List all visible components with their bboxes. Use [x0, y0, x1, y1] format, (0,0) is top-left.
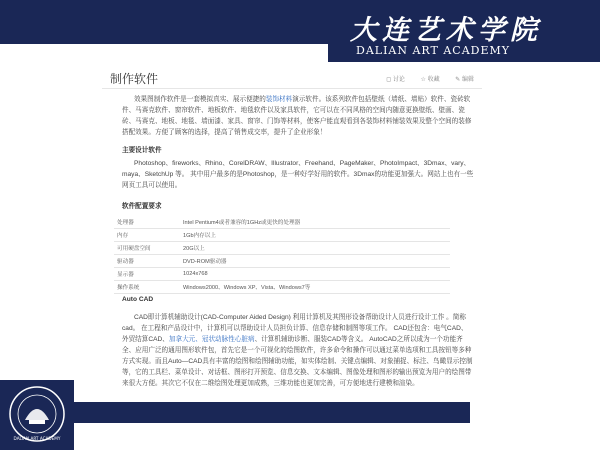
title-row [102, 68, 482, 89]
svg-text:DALIAN ART ACADEMY: DALIAN ART ACADEMY [13, 436, 61, 441]
page-title: 制作软件 [110, 72, 159, 86]
main-software-paragraph: Photoshop、fireworks、Rhino、CorelDRAW、Illustrator、Freehand、PageMaker、PhotoImpact、3Dmax、vary、maya、SketchUp 等。 其中用户最多的是Photoshop，是一种好学好用的软件。3Dmax的功能更加强大。网站上也有一些网页工具可以使用。 [122, 160, 474, 189]
top-navy-bar [0, 0, 328, 44]
brand-english-name: DALIAN ART ACADEMY [356, 44, 511, 57]
config-key: 驱动器 [114, 255, 180, 268]
article-actions [372, 74, 474, 83]
config-row [114, 281, 450, 294]
config-value: DVD-ROM驱动器 [180, 255, 450, 268]
config-key: 操作系统 [114, 281, 180, 294]
edit-link[interactable]: ✎ 编辑 [455, 77, 474, 83]
config-key: 处理器 [114, 216, 180, 229]
config-value: 1Gb内存以上 [180, 229, 450, 242]
cad-related-links[interactable]: 加拿大元、冠状动脉性心脏病 [168, 336, 255, 343]
config-row [114, 242, 450, 255]
section-heading-main-software: 主要设计软件 [122, 147, 162, 154]
article-panel [102, 64, 490, 404]
autocad-paragraph: CAD即计算机辅助设计(CAD-Computer Aided Design) 利用计算机及其图形设备帮助设计人员进行设计工作 。简称cad。 在工程和产品设计中，计算机可以帮助设计人员担负计算、信息存储和制图等项工作。 CAD还包含：电气CAD、外贸结算CAD、加拿大元、冠状动脉性心脏病、计算机辅助诊断、服装CAD等含义。 AutoCAD之所以成为一个功能齐全、应用广泛的通用图形软件包，首先它是一个可视化的绘图软件，许多命令和操作可以通过菜单选项和工具按钮等多种方式实现。而且Auto—CAD具有丰富的绘图和绘图辅助功能，如实体绘制、关键点编辑、对象捕捉、标注、鸟瞰显示控制等，它的工具栏、菜单设计、对话框、图形打开预览、信息交换、文本编辑、图像处理和图形的输出预览为用户的绘图带来很大方便。其次它不仅在二维绘图处理更加成熟，三维功能也更加完善，可方便地进行建模和渲染。 [122, 314, 473, 387]
config-row [114, 229, 450, 242]
intro-paragraph: 效果图制作软件是一套模拟真实、展示便捷的装饰材料演示软件。该系列软件包括壁纸（墙纸、墙贴）软件、瓷砖软件、马赛克软件、窗帘软件、地板软件、地毯软件以及家具软件，它可以在不同风格的空间内随意更换壁纸、壁画、瓷砖、马赛克、地板、地毯、墙面漆、家具、窗帘、门饰等材料，使客户能直观看到各装饰材料铺装效果及整个空间的装修搭配效果。方便了顾客的选择，提高了销售成交率，提升了企业形象！ [122, 96, 472, 136]
config-value: Windows2000、Windows XP、Vista、Windows7等 [180, 281, 450, 294]
config-row [114, 216, 450, 229]
favorite-link[interactable]: ☆ 收藏 [420, 77, 440, 83]
config-key: 可用硬盘空间 [114, 242, 180, 255]
brand-calligraphy-logo: 大连艺术学院 [350, 15, 542, 46]
decoration-material-link[interactable]: 装饰材料 [265, 96, 293, 103]
section-heading-autocad: Auto CAD [122, 296, 154, 303]
config-key: 内存 [114, 229, 180, 242]
config-value: Intel Pentium4或者兼容的1GHz或更快的处理器 [180, 216, 450, 229]
academy-seal-logo [8, 384, 66, 444]
config-row [114, 268, 450, 281]
section-heading-config: 软件配置要求 [122, 203, 162, 210]
config-key: 显示器 [114, 268, 180, 281]
config-value: 20G以上 [180, 242, 450, 255]
config-table [114, 216, 450, 294]
config-value: 1024x768 [180, 268, 450, 281]
discuss-link[interactable]: ◻ 讨论 [386, 77, 405, 83]
config-row [114, 255, 450, 268]
